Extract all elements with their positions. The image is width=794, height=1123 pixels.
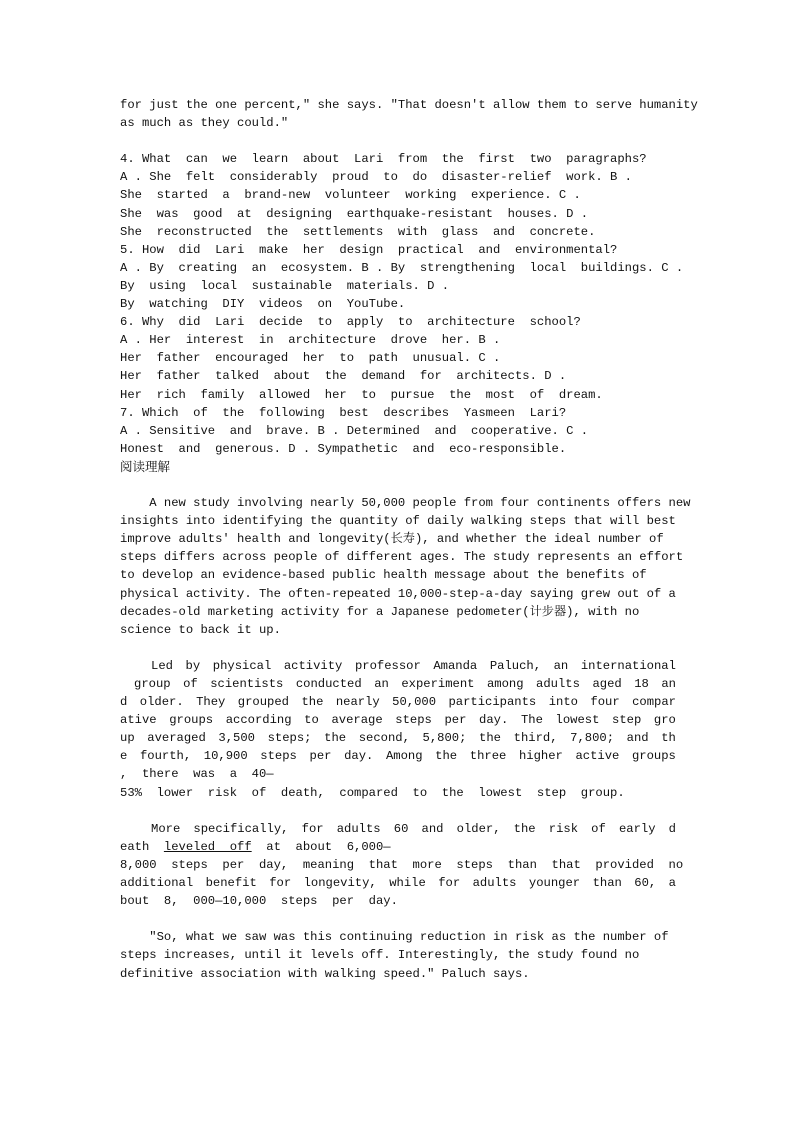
word: for xyxy=(438,876,461,891)
paragraph-2-line xyxy=(120,693,676,711)
word: 10,900 xyxy=(203,749,248,764)
section-heading: 阅读理解 xyxy=(120,458,171,474)
paragraph-4-line: definitive association with walking speed." Paluch says. xyxy=(120,966,530,981)
word: the xyxy=(479,731,501,746)
text-fragment: at about 6,000— xyxy=(251,839,391,854)
word: the xyxy=(301,695,324,710)
word: 60, xyxy=(634,876,657,891)
question-5: 5. How did Lari make her design practical and environmental? xyxy=(120,242,618,257)
paragraph-2-line xyxy=(120,747,676,765)
question-4-options: She started a brand-new volunteer working experience. C . xyxy=(120,188,581,203)
word: Led xyxy=(151,658,173,673)
paragraph-1-line: physical activity. The often-repeated 10,000-step-a-day saying grew out of a xyxy=(120,586,676,601)
word: the xyxy=(513,821,536,836)
word: to xyxy=(304,713,319,728)
question-5-options: A . By creating an ecosystem. B . By strengthening local buildings. C . xyxy=(120,260,684,275)
word: while xyxy=(389,876,426,891)
question-7-options: Honest and generous. D . Sympathetic and eco-responsible. xyxy=(120,441,567,456)
question-7-options: A . Sensitive and brave. B . Determined and cooperative. C . xyxy=(120,423,589,438)
word: More xyxy=(151,821,181,836)
word: early xyxy=(618,821,656,836)
question-7: 7. Which of the following best describes Yasmeen Lari? xyxy=(120,405,567,420)
paragraph-1-line: to develop an evidence-based public health message about the benefits of xyxy=(120,568,647,583)
question-6: 6. Why did Lari decide to apply to architecture school? xyxy=(120,315,581,330)
underlined-phrase: leveled off xyxy=(163,839,252,854)
question-6-options: Her father talked about the demand for architects. D . xyxy=(120,369,567,384)
paragraph-1-line: science to back it up. xyxy=(120,622,281,637)
word: professor xyxy=(354,658,421,673)
text-line: as much as they could." xyxy=(120,116,289,131)
paragraph-4-line: steps increases, until it levels off. Interestingly, the study found no xyxy=(120,948,640,963)
word: older, xyxy=(456,821,501,836)
word: higher xyxy=(518,749,563,764)
question-4-options: She was good at designing earthquake-resistant houses. D . xyxy=(120,206,589,221)
word: e xyxy=(120,749,128,764)
question-6-options: Her rich family allowed her to pursue the most of dream. xyxy=(120,387,603,402)
question-4-options: A . She felt considerably proud to do disaster-relief work. B . xyxy=(120,170,632,185)
word: average xyxy=(331,713,383,728)
word: compar xyxy=(632,695,676,710)
word: groups xyxy=(631,749,676,764)
paragraph-2-line xyxy=(120,729,676,747)
word: fourth, xyxy=(139,749,192,764)
word: per xyxy=(444,713,467,728)
word: for xyxy=(269,876,292,891)
text-line: for just the one percent," she says. "That doesn't allow them to serve humanity xyxy=(120,98,698,112)
word: steps xyxy=(260,749,297,764)
word: They xyxy=(196,695,226,710)
word: d xyxy=(668,821,676,836)
word: the xyxy=(324,731,347,746)
paragraph-3-line: bout 8, 000—10,000 steps per day. xyxy=(120,894,398,909)
word: specifically, xyxy=(193,821,289,836)
word: for xyxy=(301,821,324,836)
word: international xyxy=(580,658,676,673)
paragraph-1-line: decades-old marketing activity for a Japanese pedometer(计步器), with no xyxy=(120,604,640,619)
word: The xyxy=(520,713,543,728)
word: Among xyxy=(385,749,423,764)
word: benefit xyxy=(205,876,257,891)
word: four xyxy=(590,695,620,710)
word: grouped xyxy=(237,695,289,710)
word: up xyxy=(120,731,135,746)
word: lowest xyxy=(555,713,600,728)
word: 7,800; xyxy=(570,731,615,746)
text-fragment: eath xyxy=(120,839,164,854)
word: experiment xyxy=(401,677,475,691)
word: d xyxy=(120,695,128,710)
word: adults xyxy=(536,677,580,691)
word: physical xyxy=(212,658,272,673)
paragraph-3-line xyxy=(120,874,676,892)
word: groups xyxy=(169,713,214,728)
word: the xyxy=(435,749,458,764)
word: per xyxy=(309,749,332,764)
question-5-options: By watching DIY videos on YouTube. xyxy=(120,297,406,312)
word: th xyxy=(661,731,676,746)
paragraph-1-line: steps differs across people of different ages. The study represents an effort xyxy=(120,550,684,565)
word: three xyxy=(469,749,507,764)
word: additional xyxy=(120,876,194,891)
word: by xyxy=(185,658,201,673)
word: adults xyxy=(472,876,517,891)
word: step xyxy=(612,713,642,728)
word: younger xyxy=(528,876,581,891)
paragraph-4-line: "So, what we saw was this continuing reduction in risk as the number of xyxy=(120,930,669,945)
word: of xyxy=(183,677,198,691)
word: 3,500 xyxy=(218,731,255,746)
word: Paluch, xyxy=(489,658,542,673)
word: participants xyxy=(448,695,537,710)
word: according xyxy=(225,713,292,728)
question-6-options: Her father encouraged her to path unusual. C . xyxy=(120,351,501,366)
word: and xyxy=(421,821,444,836)
word: activity xyxy=(283,658,343,673)
word: a xyxy=(668,876,676,891)
paragraph-2-line xyxy=(120,657,676,675)
word: adults xyxy=(336,821,381,836)
paragraph-2-line xyxy=(120,711,676,729)
word: aged xyxy=(592,677,622,691)
paragraph-2-line: 53% lower risk of death, compared to the lowest step group. xyxy=(120,785,625,800)
document-page xyxy=(120,96,698,983)
word: older. xyxy=(139,695,184,710)
word: 50,000 xyxy=(392,695,437,710)
word: 60 xyxy=(393,821,409,836)
word: active xyxy=(575,749,620,764)
word: an xyxy=(374,677,389,691)
word: of xyxy=(591,821,606,836)
word: and xyxy=(626,731,649,746)
word: day. xyxy=(344,749,374,764)
word: an xyxy=(553,658,569,673)
word: 18 xyxy=(634,677,649,691)
word: risk xyxy=(548,821,579,836)
question-6-options: A . Her interest in architecture drove her. B . xyxy=(120,333,501,348)
word: among xyxy=(486,677,524,691)
word: second, xyxy=(358,731,410,746)
word: 5,800; xyxy=(422,731,467,746)
word: group xyxy=(134,677,171,691)
question-5-options: By using local sustainable materials. D . xyxy=(120,278,450,293)
word: averaged xyxy=(147,731,206,746)
word: scientists xyxy=(210,677,284,691)
word: steps xyxy=(395,713,432,728)
word: into xyxy=(548,695,578,710)
word: ative xyxy=(120,713,157,728)
paragraph-1-line: insights into identifying the quantity of daily walking steps that will best xyxy=(120,514,676,529)
question-4-options: She reconstructed the settlements with glass and concrete. xyxy=(120,224,596,239)
question-4: 4. What can we learn about Lari from the first two paragraphs? xyxy=(120,152,647,167)
word: day. xyxy=(479,713,509,728)
paragraph-3-line: 8,000 steps per day, meaning that more steps than that provided no xyxy=(120,857,684,872)
word: steps; xyxy=(267,731,312,746)
word: third, xyxy=(513,731,558,746)
word: than xyxy=(592,876,622,891)
paragraph-3-line xyxy=(120,820,676,838)
word: longevity, xyxy=(303,876,377,891)
word: Amanda xyxy=(433,658,478,673)
paragraph-1-line: improve adults' health and longevity(长寿), and whether the ideal number of xyxy=(120,532,664,547)
paragraph-2-line xyxy=(120,675,676,693)
paragraph-3-line xyxy=(120,838,676,856)
paragraph-1-line: A new study involving nearly 50,000 people from four continents offers new xyxy=(120,496,691,511)
word: an xyxy=(661,677,676,691)
paragraph-2-line: , there was a 40— xyxy=(120,767,274,782)
word: gro xyxy=(653,713,676,728)
word: nearly xyxy=(335,695,380,710)
word: conducted xyxy=(295,677,362,691)
